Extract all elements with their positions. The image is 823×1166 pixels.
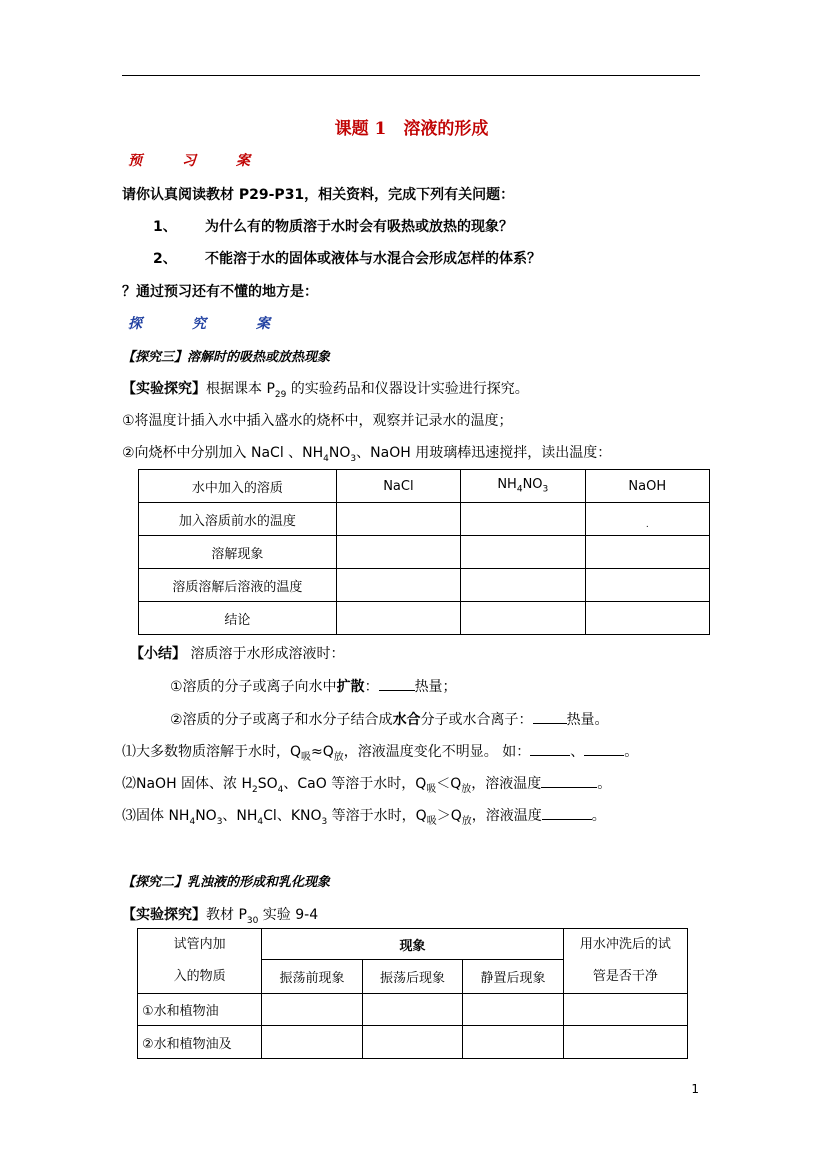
table-cell[interactable] (336, 536, 460, 569)
subscript: 吸 (301, 751, 312, 763)
subscript: 放 (461, 783, 472, 795)
table-cell[interactable] (262, 994, 362, 1026)
summary-text: ①溶质的分子或离子向水中 (170, 679, 337, 695)
step-2 (122, 442, 611, 464)
summary-text: ： (364, 679, 379, 695)
experiment-text: 教材 P (206, 907, 247, 923)
table-cell[interactable] (461, 602, 585, 635)
subscript: 吸 (426, 815, 437, 827)
point-2 (122, 773, 611, 795)
explore2-title: 【探究二】乳浊液的形成和乳化现象 (122, 875, 331, 890)
experiment-1-line (122, 378, 529, 400)
step-text: 、NaOH 用玻璃棒迅速搅拌，读出温度： (356, 445, 612, 461)
experiment-text: 实验 9-4 (258, 907, 319, 923)
table-cell[interactable] (585, 602, 709, 635)
experiment-text: 的实验药品和仪器设计实验进行探究。 (286, 381, 529, 397)
point-text: 、 (570, 744, 585, 760)
solute-temperature-table (138, 469, 710, 635)
explore3-title: 【探究三】溶解时的吸热或放热现象 (122, 350, 331, 365)
step-text: ②向烧杯中分别加入 NaCl 、NH (122, 445, 324, 461)
subscript: 4 (323, 453, 329, 464)
experiment-text: 根据课本 P (206, 381, 275, 397)
page-number: 1 (691, 1082, 699, 1096)
answer-blank[interactable] (584, 755, 624, 756)
table-cell[interactable] (585, 536, 709, 569)
point-text: 、NH (222, 808, 258, 824)
subscript: 3 (321, 816, 328, 827)
answer-blank[interactable] (541, 787, 597, 788)
table-cell[interactable] (585, 503, 709, 536)
table-cell[interactable] (463, 1026, 563, 1059)
table-cell[interactable] (563, 1026, 687, 1059)
experiment-2-line (122, 904, 318, 926)
table-cell[interactable] (461, 569, 585, 602)
table-header-cell (563, 929, 687, 994)
table-header-cell: NaCl (336, 470, 460, 503)
point-text: 、CaO 等溶于水时，Q (283, 776, 427, 792)
table-cell[interactable] (336, 569, 460, 602)
point-text: ⑶固体 NH (122, 808, 190, 824)
preview-heading: 预习案 (128, 153, 290, 169)
table-cell[interactable] (585, 569, 709, 602)
experiment-label: 【实验探究】 (122, 381, 206, 397)
question-1-number: 1、 (153, 219, 177, 235)
header-line: 入的物质 (173, 969, 226, 984)
point-text: ，溶液温度变化不明显。 如： (343, 744, 531, 760)
table-row-label: 溶解现象 (139, 536, 337, 569)
table-subheader-cell: 振荡前现象 (262, 960, 362, 994)
summary-text: 热量。 (566, 712, 609, 728)
emulsion-table (137, 928, 688, 1059)
subscript: 3 (350, 453, 357, 464)
keyword: 扩散 (336, 679, 365, 695)
point-text: ≈Q (311, 744, 334, 760)
table-cell[interactable] (362, 1026, 462, 1059)
subscript: 3 (216, 816, 223, 827)
table-cell[interactable] (461, 536, 585, 569)
subscript: 29 (274, 389, 287, 400)
table-cell[interactable] (262, 1026, 362, 1059)
table-cell[interactable] (362, 994, 462, 1026)
subscript: 4 (189, 816, 196, 827)
point-text: ⑵NaOH 固体、浓 H (122, 776, 253, 792)
subscript: 4 (257, 816, 264, 827)
question-2: 不能溶于水的固体或液体与水混合会形成怎样的体系？ (205, 251, 541, 267)
point-text: ，溶液温度 (471, 808, 542, 824)
table-subheader-cell: 静置后现象 (463, 960, 563, 994)
step-text: NO (328, 445, 351, 461)
subscript: 4 (277, 784, 284, 795)
summary-label: 【小结】 (130, 646, 186, 662)
point-text: 。 (597, 776, 612, 792)
table-row-label: 加入溶质前水的温度 (139, 503, 337, 536)
table-cell[interactable] (563, 994, 687, 1026)
point-text: ，溶液温度 (471, 776, 542, 792)
point-text: 等溶于水时，Q (327, 808, 427, 824)
experiment-label: 【实验探究】 (122, 907, 206, 923)
table-header-cell: $NH_4NO_3$ (461, 470, 585, 503)
summary-point-1 (170, 676, 457, 696)
table-row-label: ①水和植物油 (138, 994, 262, 1026)
point-text: SO (257, 776, 278, 792)
table-header-cell: 水中加入的溶质 (139, 470, 337, 503)
subscript: 放 (461, 815, 472, 827)
table-cell[interactable] (336, 602, 460, 635)
phenomenon-header: 现象 (262, 929, 563, 960)
table-row-label: 结论 (139, 602, 337, 635)
keyword: 水合 (392, 712, 421, 728)
summary-point-2 (170, 709, 609, 729)
point-3 (122, 805, 606, 827)
summary-text: 热量； (414, 679, 457, 695)
answer-blank[interactable] (542, 819, 592, 820)
point-text: 。 (591, 808, 606, 824)
table-header-cell (138, 929, 262, 994)
table-header-cell: NaOH (585, 470, 709, 503)
summary-text: ②溶质的分子或离子和水分子结合成 (170, 712, 393, 728)
table-cell[interactable] (463, 994, 563, 1026)
point-1 (122, 741, 638, 763)
point-text: ＜Q (436, 776, 462, 792)
point-text: NO (195, 808, 217, 824)
page-title: 课题 1 溶液的形成 (334, 119, 489, 139)
answer-blank[interactable] (530, 755, 570, 756)
point-text: ⑴大多数物质溶解于水时，Q (122, 744, 302, 760)
dot-mark: . (645, 519, 649, 530)
point-text: ＞Q (436, 808, 462, 824)
question-1: 为什么有的物质溶于水时会有吸热或放热的现象？ (205, 219, 513, 235)
table-cell[interactable] (336, 503, 460, 536)
subscript: 放 (333, 751, 344, 763)
table-row-label: ②水和植物油及 (138, 1026, 262, 1059)
question-3: ？通过预习还有不懂的地方是： (122, 284, 318, 300)
table-row-label: 溶质溶解后溶液的温度 (139, 569, 337, 602)
subscript: 2 (252, 784, 258, 795)
subscript: 30 (246, 915, 259, 926)
table-cell[interactable] (461, 503, 585, 536)
instruction: 请你认真阅读教材 P29-P31，相关资料，完成下列有关问题： (122, 187, 515, 203)
subscript: 吸 (426, 783, 437, 795)
summary-text: 分子或水合离子： (420, 712, 533, 728)
question-2-number: 2、 (153, 251, 177, 267)
point-text: Cl、KNO (263, 808, 322, 824)
header-line: 用水冲洗后的试 (579, 937, 671, 952)
summary-line (130, 643, 344, 663)
step-1: ①将温度计插入水中插入盛水的烧杯中，观察并记录水的温度； (122, 413, 513, 429)
summary-text: 溶质溶于水形成溶液时： (190, 646, 345, 662)
header-line: 试管内加 (173, 937, 226, 952)
header-line: 管是否干净 (592, 969, 658, 984)
explore-heading: 探究案 (128, 316, 320, 332)
table-subheader-cell: 振荡后现象 (362, 960, 462, 994)
point-text: 。 (624, 744, 639, 760)
answer-blank[interactable] (533, 723, 567, 724)
answer-blank[interactable] (379, 690, 415, 691)
header-rule (122, 75, 700, 76)
